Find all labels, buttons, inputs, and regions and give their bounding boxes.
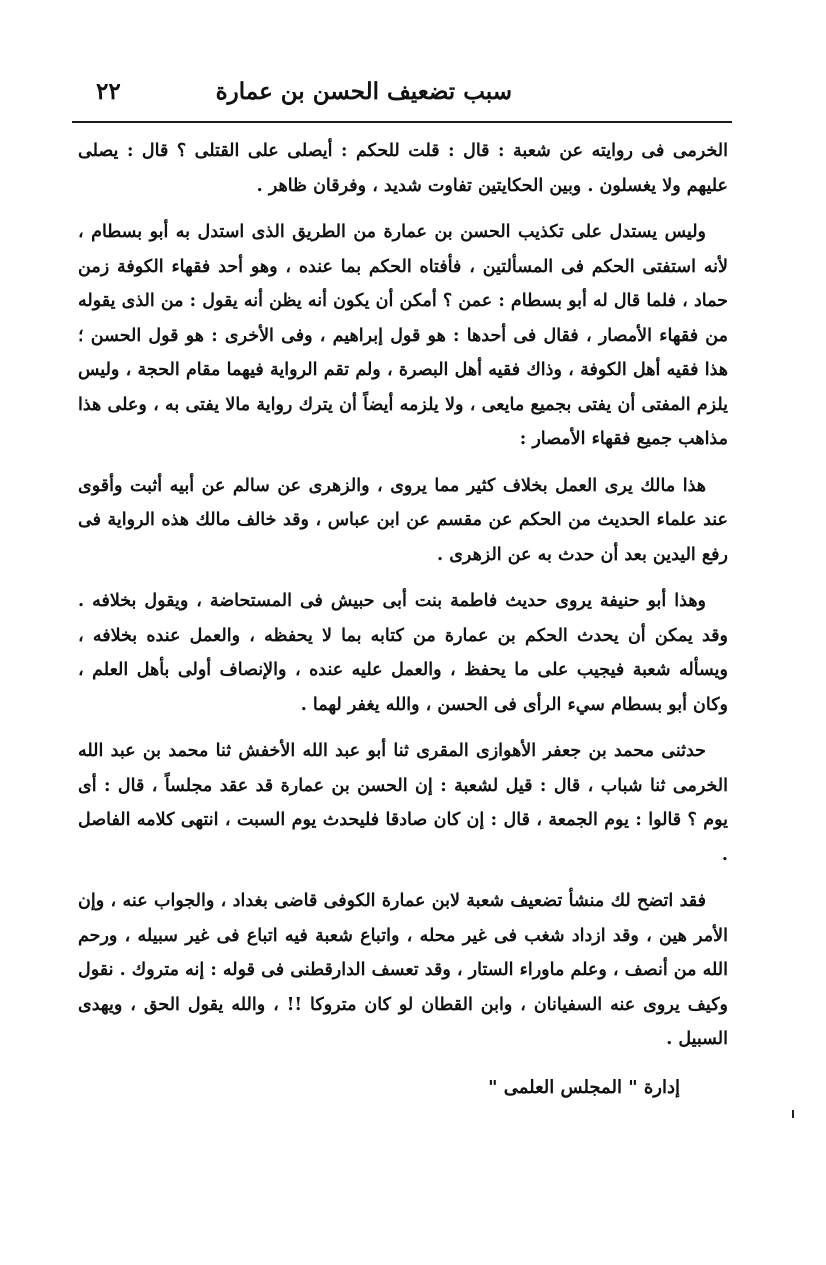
page-number: ٢٢ — [96, 78, 121, 105]
paragraph: فقد اتضح لك منشأ تضعيف شعبة لابن عمارة الكوفى قاضى بغداد ، والجواب عنه ، وإن الأمر هين ، وقد ازداد شغب فى غير محله ، واتباع شعبة فيه اتباع فى غير سبيله ، ورحم الله من أنصف ، وعلم ماوراء الستار ، وقد تعسف الدارقطنى فى قوله : إنه متروك . نقول وكيف يروى عنه السفيانان ، وابن القطان لو كان متروكا !! ، والله يقول الحق ، ويهدى السبيل . — [78, 891, 728, 1049]
page-body — [78, 134, 728, 1105]
paragraph: وهذا أبو حنيفة يروى حديث فاطمة بنت أبى حبيش فى المستحاضة ، ويقول بخلافه . وقد يمكن أن يحدث الحكم بن عمارة من كتابه بما لا يحفظه ، والعمل عنده بخلافه ، ويسأله شعبة فيجيب على ما يحفظ ، والعمل عليه عنده ، والإنصاف أولى بأهل العلم ، وكان أبو بسطام سيء الرأى فى الحسن ، والله يغفر لهما . — [78, 591, 728, 715]
signature: إدارة " المجلس العلمى " — [488, 1076, 680, 1098]
paragraph: هذا مالك يرى العمل بخلاف كثير مما يروى ، والزهرى عن سالم عن أبيه أثبت وأقوى عند علماء الحديث من الحكم عن مقسم عن ابن عباس ، وقد خالف مالك هذه الرواية فى رفع اليدين بعد أن حدث به عن الزهرى . — [78, 475, 728, 565]
edge-mark — [792, 1110, 794, 1118]
paragraph: حدثنى محمد بن جعفر الأهوازى المقرى ثنا أبو عبد الله الأخفش ثنا محمد بن عبد الله الخرمى ثنا شباب ، قال : قيل لشعبة : إن الحسن بن عمارة قد عقد مجلساً ، قال : أى يوم ؟ قالوا : يوم الجمعة ، قال : إن كان صادقا فليحدث يوم السبت ، انتهى كلامه الفاصل . — [78, 741, 728, 865]
running-title: سبب تضعيف الحسن بن عمارة — [215, 78, 512, 105]
paragraph: وليس يستدل على تكذيب الحسن بن عمارة من الطريق الذى استدل به أبو بسطام ، لأنه استفتى الحكم فى المسألتين ، فأفتاه الحكم بما عنده ، وهو أحد فقهاء الكوفة زمن حماد ، فلما قال له أبو بسطام : عمن ؟ أمكن أن يكون أنه يظن أنه يقول : من الذى يقوله من فقهاء الأمصار ، فقال فى أحدها : هو قول إبراهيم ، وفى الأخرى : هو قول الحسن ؛ هذا فقيه أهل الكوفة ، وذاك فقيه أهل البصرة ، ولم تقم الرواية فيهما مقام الحجة ، وليس يلزم المفتى أن يفتى بجميع مايعى ، ولا يلزمه أيضاً أن يترك رواية مالا يفتى به ، وعلى هذا مذاهب جميع فقهاء الأمصار : — [78, 222, 728, 449]
header-rule — [72, 121, 732, 123]
paragraph: الخرمى فى روايته عن شعبة : قال : قلت للحكم : أيصلى على القتلى ؟ قال : يصلى عليهم ولا يغسلون . وبين الحكايتين تفاوت شديد ، وفرقان ظاهر . — [78, 141, 728, 196]
page-header — [78, 70, 726, 116]
